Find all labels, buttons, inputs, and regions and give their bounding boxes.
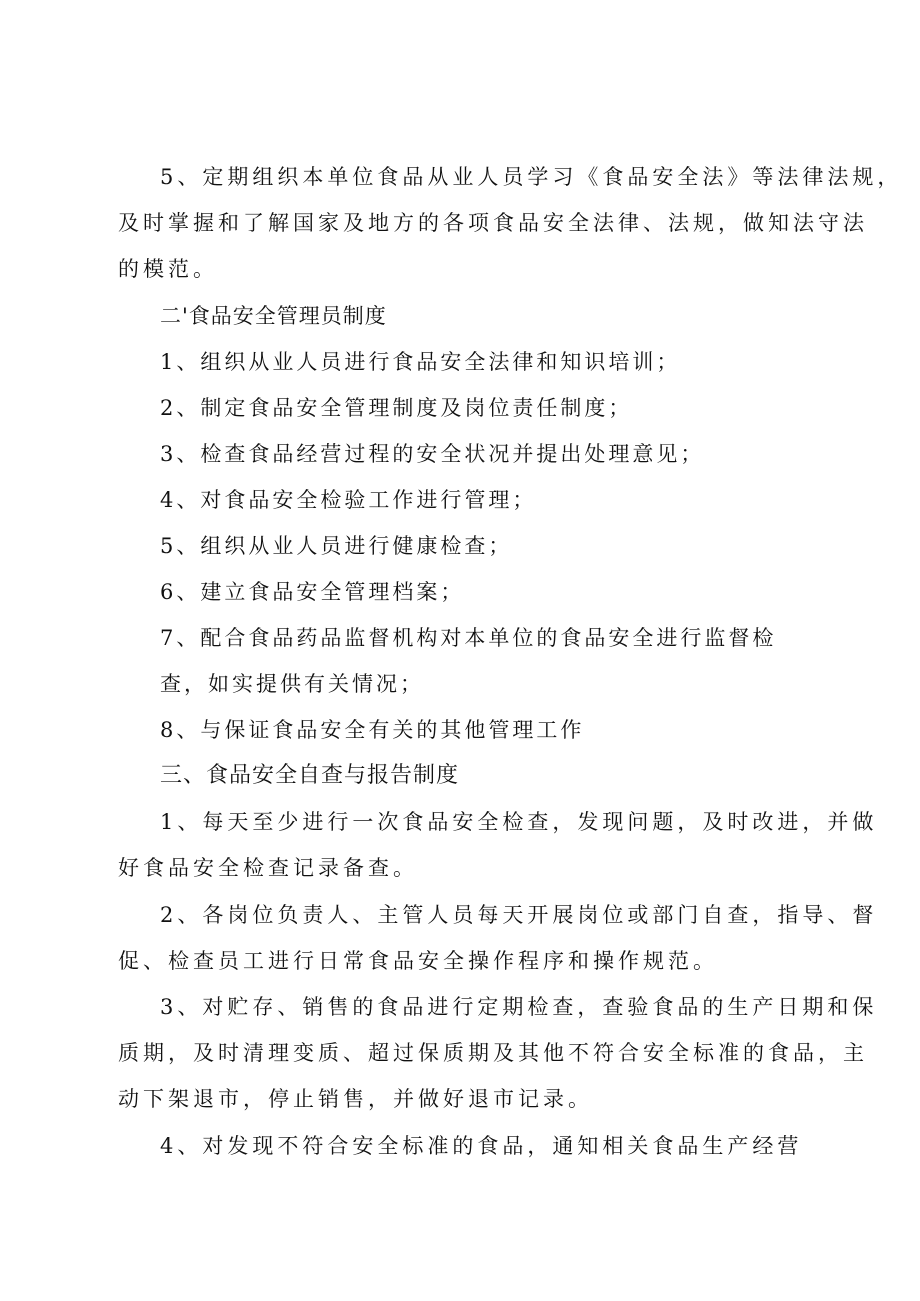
paragraph-line: 动下架退市，停止销售，并做好退市记录。 <box>118 1087 593 1111</box>
paragraph-line: 的模范。 <box>118 257 218 281</box>
list-item: 3、检查食品经营过程的安全状况并提出处理意见； <box>160 442 705 466</box>
paragraph-line: 促、检查员工进行日常食品安全操作程序和操作规范。 <box>118 949 718 973</box>
list-item-continuation: 查，如实提供有关情况； <box>160 672 424 696</box>
list-item: 2、制定食品安全管理制度及岗位责任制度； <box>160 396 633 420</box>
list-item: 7、配合食品药品监督机构对本单位的食品安全进行监督检 <box>160 626 777 650</box>
paragraph-line: 及时掌握和了解国家及地方的各项食品安全法律、法规，做知法守法 <box>118 211 868 235</box>
section-heading: 二'食品安全管理员制度 <box>160 304 387 328</box>
list-item: 4、对食品安全检验工作进行管理； <box>160 488 537 512</box>
paragraph-line: 2、各岗位负责人、主管人员每天开展岗位或部门自查，指导、督 <box>160 903 878 927</box>
paragraph-line: 5、定期组织本单位食品从业人员学习《食品安全法》等法律法规， <box>160 165 903 189</box>
paragraph-line: 好食品安全检查记录备查。 <box>118 856 418 880</box>
paragraph-line: 3、对贮存、销售的食品进行定期检查，查验食品的生产日期和保 <box>160 995 878 1019</box>
section-heading: 三、食品安全自查与报告制度 <box>160 763 460 788</box>
list-item: 8、与保证食品安全有关的其他管理工作 <box>160 718 585 742</box>
paragraph-line: 1、每天至少进行一次食品安全检查，发现问题，及时改进，并做 <box>160 810 878 834</box>
list-item: 5、组织从业人员进行健康检查； <box>160 534 513 558</box>
paragraph-line: 质期，及时清理变质、超过保质期及其他不符合安全标准的食品，主 <box>118 1041 868 1065</box>
paragraph-line: 4、对发现不符合安全标准的食品，通知相关食品生产经营 <box>160 1134 803 1158</box>
list-item: 6、建立食品安全管理档案； <box>160 580 465 604</box>
list-item: 1、组织从业人员进行食品安全法律和知识培训； <box>160 350 681 374</box>
